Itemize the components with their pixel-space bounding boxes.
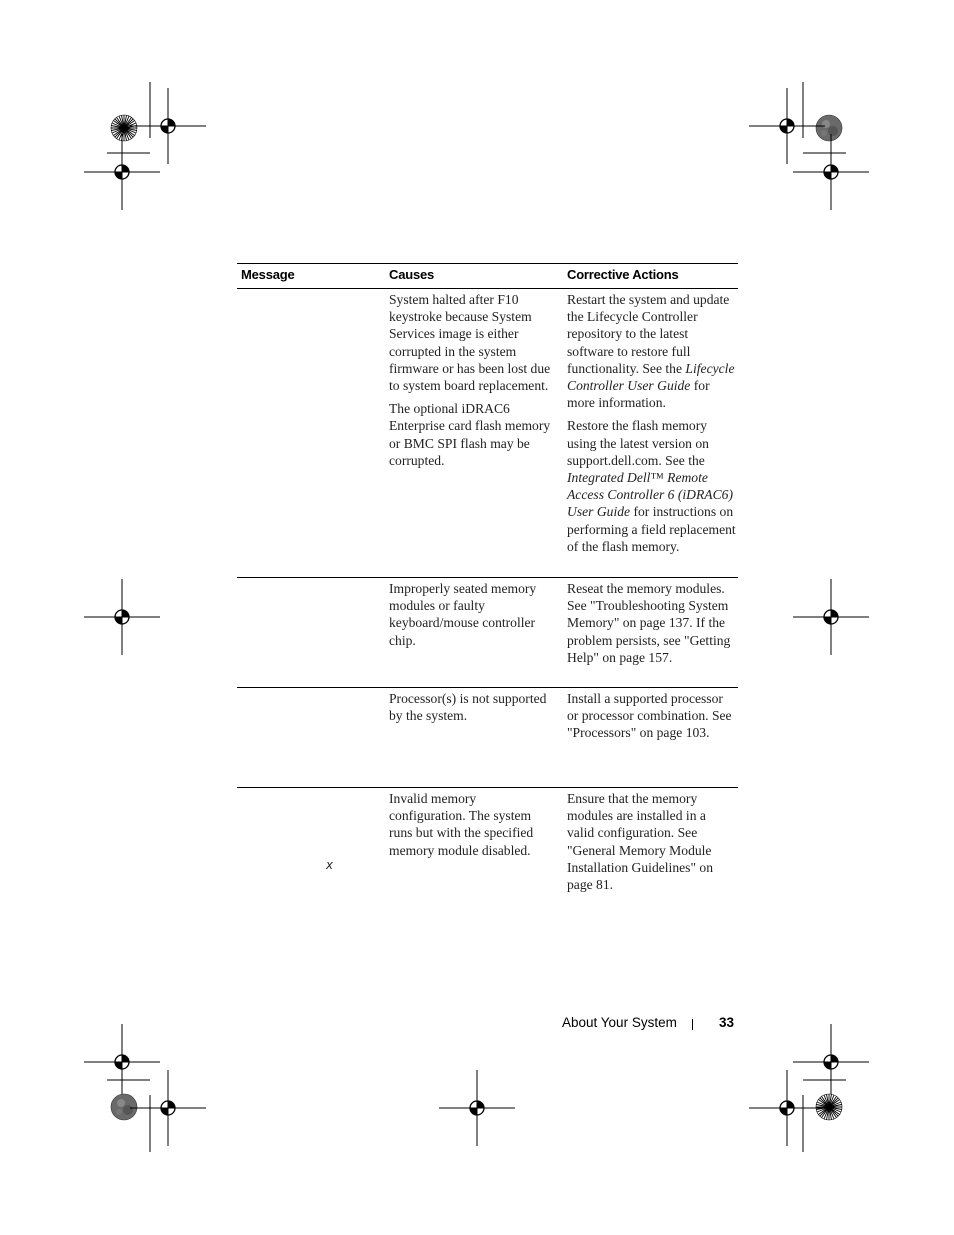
cause-text: System halted after F10 keystroke because System Services image is either corrupted in the system firmware or has been lost due to system board replacement. xyxy=(389,292,551,394)
action-text: Ensure that the memory modules are installed in a valid configuration. See "General Memory Module Installation Guidelines" on page 81. xyxy=(567,791,713,893)
row-divider xyxy=(237,787,738,788)
table-header-rule xyxy=(237,288,738,289)
gray-target-icon xyxy=(816,115,842,141)
message-fragment: x xyxy=(326,858,334,872)
row2-causes xyxy=(389,580,557,649)
row1-causes xyxy=(389,291,561,469)
table-top-rule xyxy=(237,263,738,264)
footer-section-title: About Your System xyxy=(562,1015,677,1030)
row2-actions xyxy=(567,580,737,666)
star-target-icon xyxy=(111,115,137,141)
star-target-icon xyxy=(816,1094,842,1120)
action-text: Install a supported processor or processor combination. See "Processors" on page 103. xyxy=(567,691,732,741)
action-text: Restart the system and update the Lifecycle Controller repository to the latest software to restore full functionality. See the Lifecycle Controller User Guide for more information. xyxy=(567,292,735,411)
cause-text: The optional iDRAC6 Enterprise card flash memory or BMC SPI flash may be corrupted. xyxy=(389,401,551,468)
row-divider xyxy=(237,687,738,688)
cause-text: Invalid memory configuration. The system runs but with the specified memory module disabled. xyxy=(389,791,534,858)
header-corrective-actions: Corrective Actions xyxy=(567,267,679,282)
header-causes: Causes xyxy=(389,267,435,282)
action-text: Restore the flash memory using the latest version on support.dell.com. See the Integrated Dell™ Remote Access Controller 6 (iDRAC6) User Guide for instructions on performing a field replacement of the flash memory. xyxy=(567,418,736,554)
action-text: Reseat the memory modules. See "Troubleshooting System Memory" on page 137. If the problem persists, see "Getting Help" on page 157. xyxy=(567,581,731,665)
footer-divider xyxy=(692,1019,693,1030)
page-number: 33 xyxy=(719,1015,735,1030)
row4-causes xyxy=(389,790,549,859)
row4-actions xyxy=(567,790,732,893)
row3-actions xyxy=(567,690,737,742)
header-message: Message xyxy=(241,267,295,282)
row-divider xyxy=(237,577,738,578)
row1-actions xyxy=(567,291,737,555)
gray-target-icon xyxy=(111,1094,137,1120)
cause-text: Processor(s) is not supported by the system. xyxy=(389,691,547,724)
cause-text: Improperly seated memory modules or faulty keyboard/mouse controller chip. xyxy=(389,581,537,648)
row3-causes xyxy=(389,690,561,724)
